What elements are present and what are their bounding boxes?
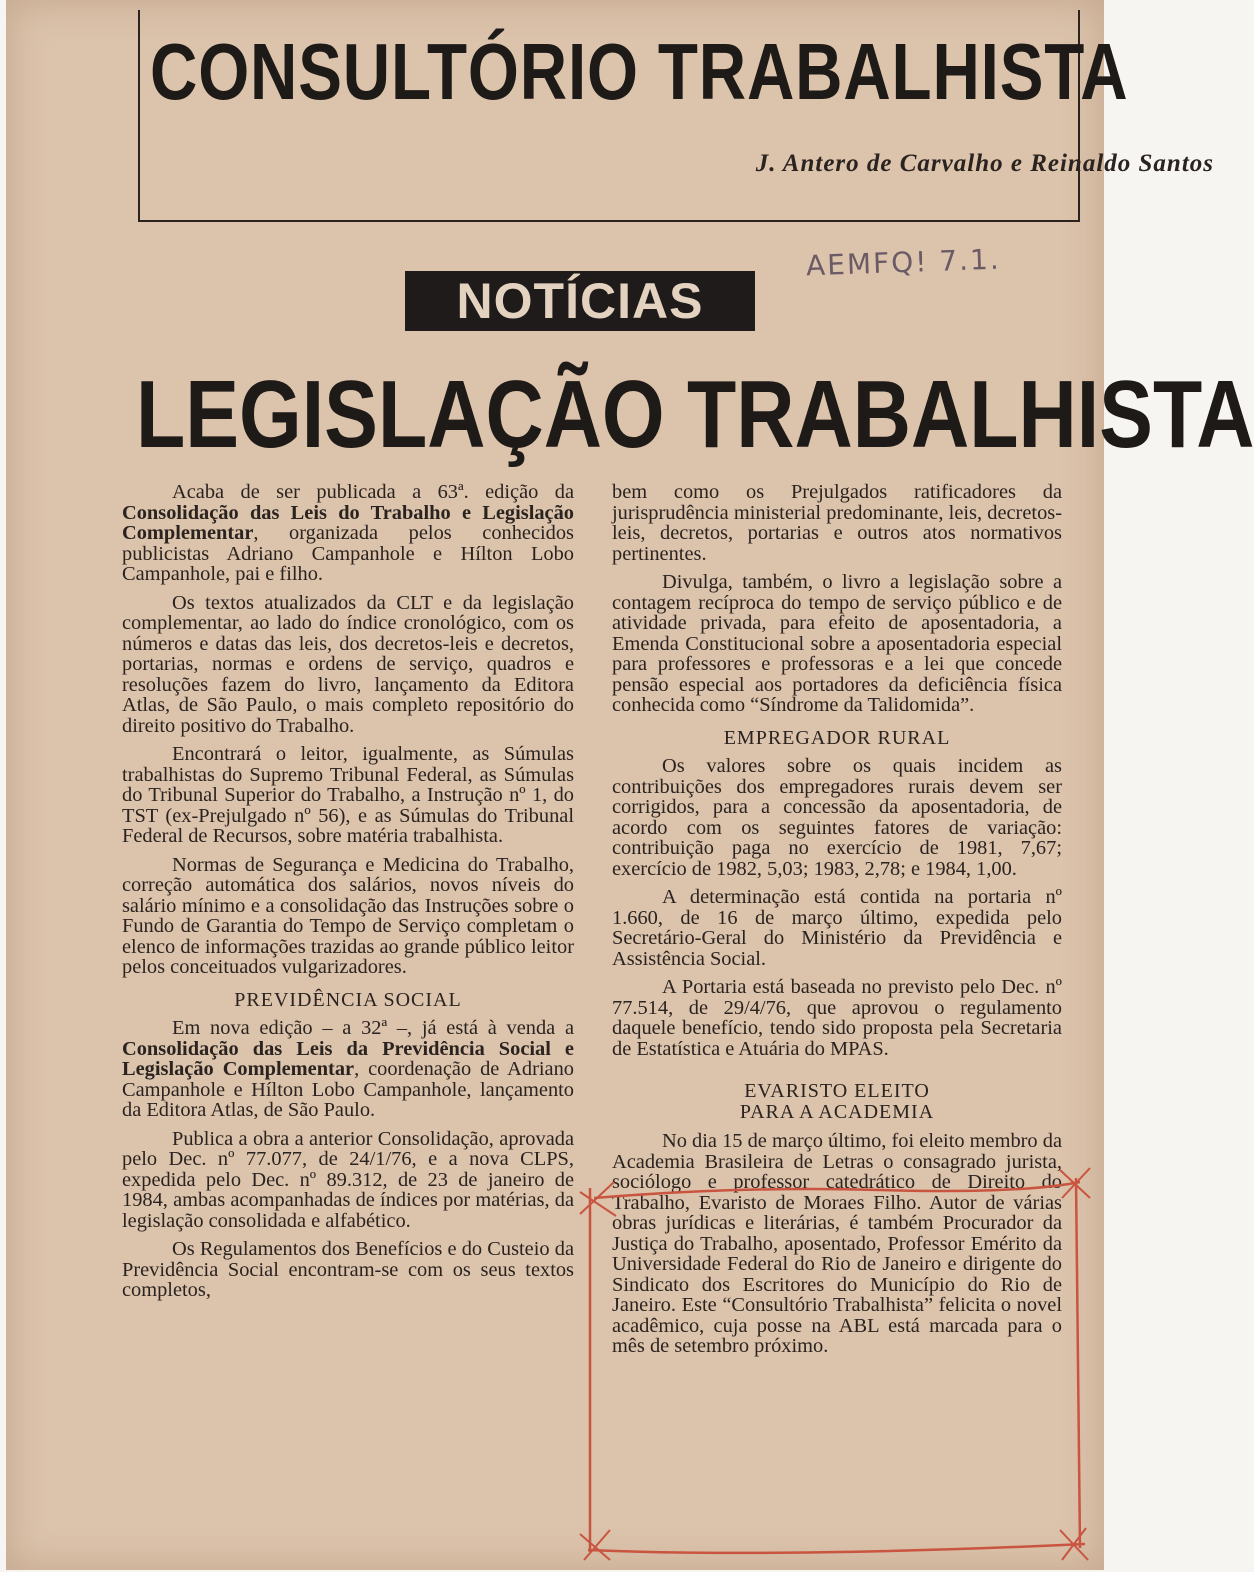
paragraph: Publica a obra a anterior Consolidação, aprovada pelo Dec. nº 77.077, de 24/1/76, e a nova CLPS, expedida pelo Dec. nº 89.312, de 23 de janeiro de 1984, ambas acompanhadas de índices por matérias, da legislação consolidada e alfabético. [122,1127,574,1232]
byline: J. Antero de Carvalho e Reinaldo Santos [755,150,1214,177]
paragraph: A determinação está contida na portaria nº 1.660, de 16 de março último, expedida pelo Secretário-Geral do Ministério da Previdência e Assistência Social. [612,886,1062,970]
paragraph: Em nova edição – a 32ª –, já está à venda a Consolidação das Leis da Previdência Social e Legislação Complementar, coordenação de Adriano Campanhole e Hílton Lobo Campanhole, lançamento da Editora Atlas, de São Paulo. [122,1017,574,1121]
column-masthead: CONSULTÓRIO TRABALHISTA [150,27,1129,116]
section-banner: NOTÍCIAS [405,271,755,331]
handwritten-annotation: AEMFQ! 7.1. [805,242,1002,283]
paragraph: Os valores sobre os quais incidem as contribuições dos empregadores rurais devem ser corrigidos, para a concessão da aposentadoria, de acordo com os seguintes fatores de variação: contribuição paga no exercício de 1981, 7,67; exercício de 1982, 5,03; 1983, 2,78; e 1984, 1,00. [612,755,1062,880]
paragraph: Acaba de ser publicada a 63ª. edição da Consolidação das Leis do Trabalho e Legislação Complementar, organizada pelos conhecidos publicistas Adriano Campanhole e Hílton Lobo Campanhole, pai e filho. [122,481,574,585]
article-headline: LEGISLAÇÃO TRABALHISTA [136,361,1254,468]
paragraph: A Portaria está baseada no previsto pelo Dec. nº 77.514, de 29/4/76, que aprovou o regulamento daquele benefício, tendo sido proposta pela Secretaria de Estatística e Atuária do MPAS. [612,976,1062,1060]
paragraph: Normas de Segurança e Medicina do Trabalho, correção automática dos salários, novos níveis do salário mínimo e a consolidação das Instruções sobre o Fundo de Garantia do Tempo de Serviço completam o elenco de informações trazidas ao grande público leitor pelos conceituados vulgarizadores. [122,853,574,978]
paragraph: Divulga, também, o livro a legislação sobre a contagem recíproca do tempo de serviço público e de atividade privada, para efeito de aposentadoria, a Emenda Constitucional sobre a aposentadoria especial para professores e professoras e a lei que concede pensão especial aos portadores da deficiência física conhecida como “Síndrome da Talidomida”. [612,571,1062,716]
section-heading-previdencia: PREVIDÊNCIA SOCIAL [234,988,462,1011]
paragraph: Encontrará o leitor, igualmente, as Súmulas trabalhistas do Supremo Tribunal Federal, as Súmulas do Tribunal Superior do Trabalho, a Instrução nº 1, do TST (ex-Prejulgado nº 56), e as Súmulas do Tribunal Federal de Recursos, sobre matéria trabalhista. [122,743,574,847]
right-column [612,482,1062,1365]
section-heading-empregador: EMPREGADOR RURAL [723,726,951,749]
paragraph: Os textos atualizados da CLT e da legislação complementar, ao lado do índice cronológico, com os números e datas das leis, dos decretos-leis e decretos, portarias, normas e ordens de serviço, quadros e resoluções fazem do livro, lançamento da Editora Atlas, de São Paulo, o mais completo repositório do direito positivo do Trabalho. [122,591,574,737]
box-heading: EVARISTO ELEITO PARA A ACADEMIA [739,1080,935,1123]
paragraph: bem como os Prejulgados ratificadores da jurisprudência ministerial predominante, leis, decretos-leis, decretos, portarias e outros atos normativos pertinentes. [612,481,1062,565]
paragraph: Os Regulamentos dos Benefícios e do Custeio da Previdência Social encontram-se com os seus textos completos, [122,1238,574,1301]
paragraph: No dia 15 de março último, foi eleito membro da Academia Brasileira de Letras o consagrado jurista, sociólogo e professor catedrático de Direito do Trabalho, Evaristo de Moraes Filho. Autor de várias obras jurídicas e literárias, é também Procurador da Justiça do Trabalho, aposentado, Professor Emérito da Universidade Federal do Rio de Janeiro e dirigente do Sindicato dos Escritores do Município do Rio de Janeiro. Este “Consultório Trabalhista” felicita o novel acadêmico, cuja posse na ABL está marcada para o mês de setembro próximo. [612,1130,1062,1357]
left-column [122,482,574,1309]
